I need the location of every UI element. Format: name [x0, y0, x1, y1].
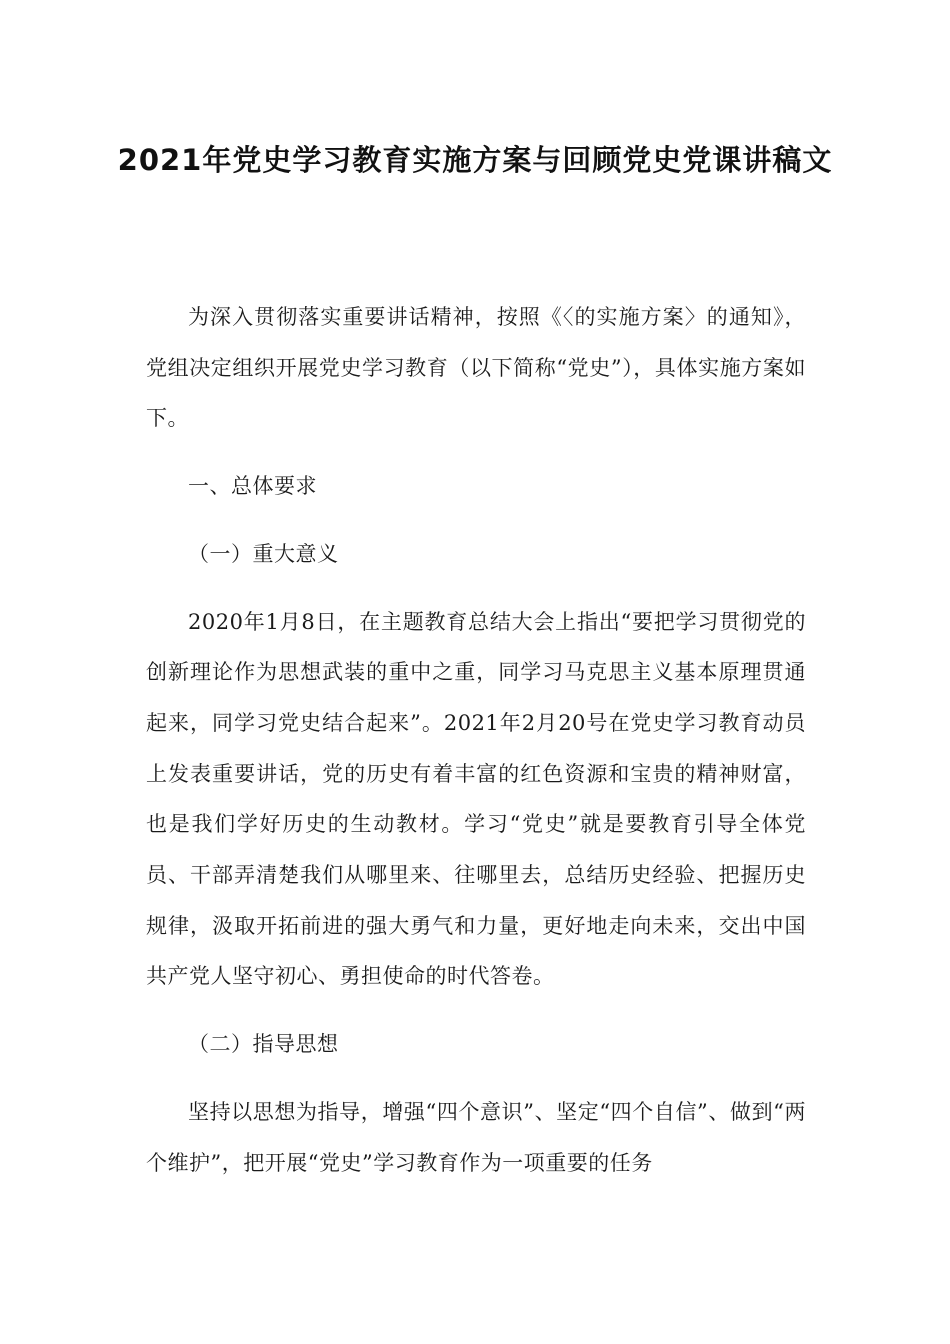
paragraph-significance: 2020年1月8日，在主题教育总结大会上指出“要把学习贯彻党的创新理论作为思想武装的重中之重，同学习马克思主义基本原理贯通起来，同学习党史结合起来”。2021年2月20号在党史学习教育动员上发表重要讲话，党的历史有着丰富的红色资源和宝贵的精神财富，也是我们学好历史的生动教材。学习“党史”就是要教育引导全体党员、干部弄清楚我们从哪里来、往哪里去，总结历史经验、把握历史规律，汲取开拓前进的强大勇气和力量，更好地走向未来，交出中国共产党人坚守初心、勇担使命的时代答卷。 [146, 609, 806, 989]
subsection-heading-significance: （一）重大意义 [188, 541, 339, 566]
subsection-heading-guiding-ideology: （二）指导思想 [188, 1032, 339, 1057]
paragraph-intro: 为深入贯彻落实重要讲话精神，按照《〈的实施方案〉的通知》，党组决定组织开展党史学习教育（以下简称“党史”），具体实施方案如下。 [146, 305, 806, 431]
section-heading-general-requirements: 一、总体要求 [188, 474, 317, 499]
paragraph-guiding-ideology: 坚持以思想为指导，增强“四个意识”、坚定“四个自信”、做到“两个维护”，把开展“党史”学习教育作为一项重要的任务 [146, 1099, 806, 1175]
document-title: 2021年党史学习教育实施方案与回顾党史党课讲稿文 [117, 143, 833, 177]
document-body [146, 292, 806, 1188]
